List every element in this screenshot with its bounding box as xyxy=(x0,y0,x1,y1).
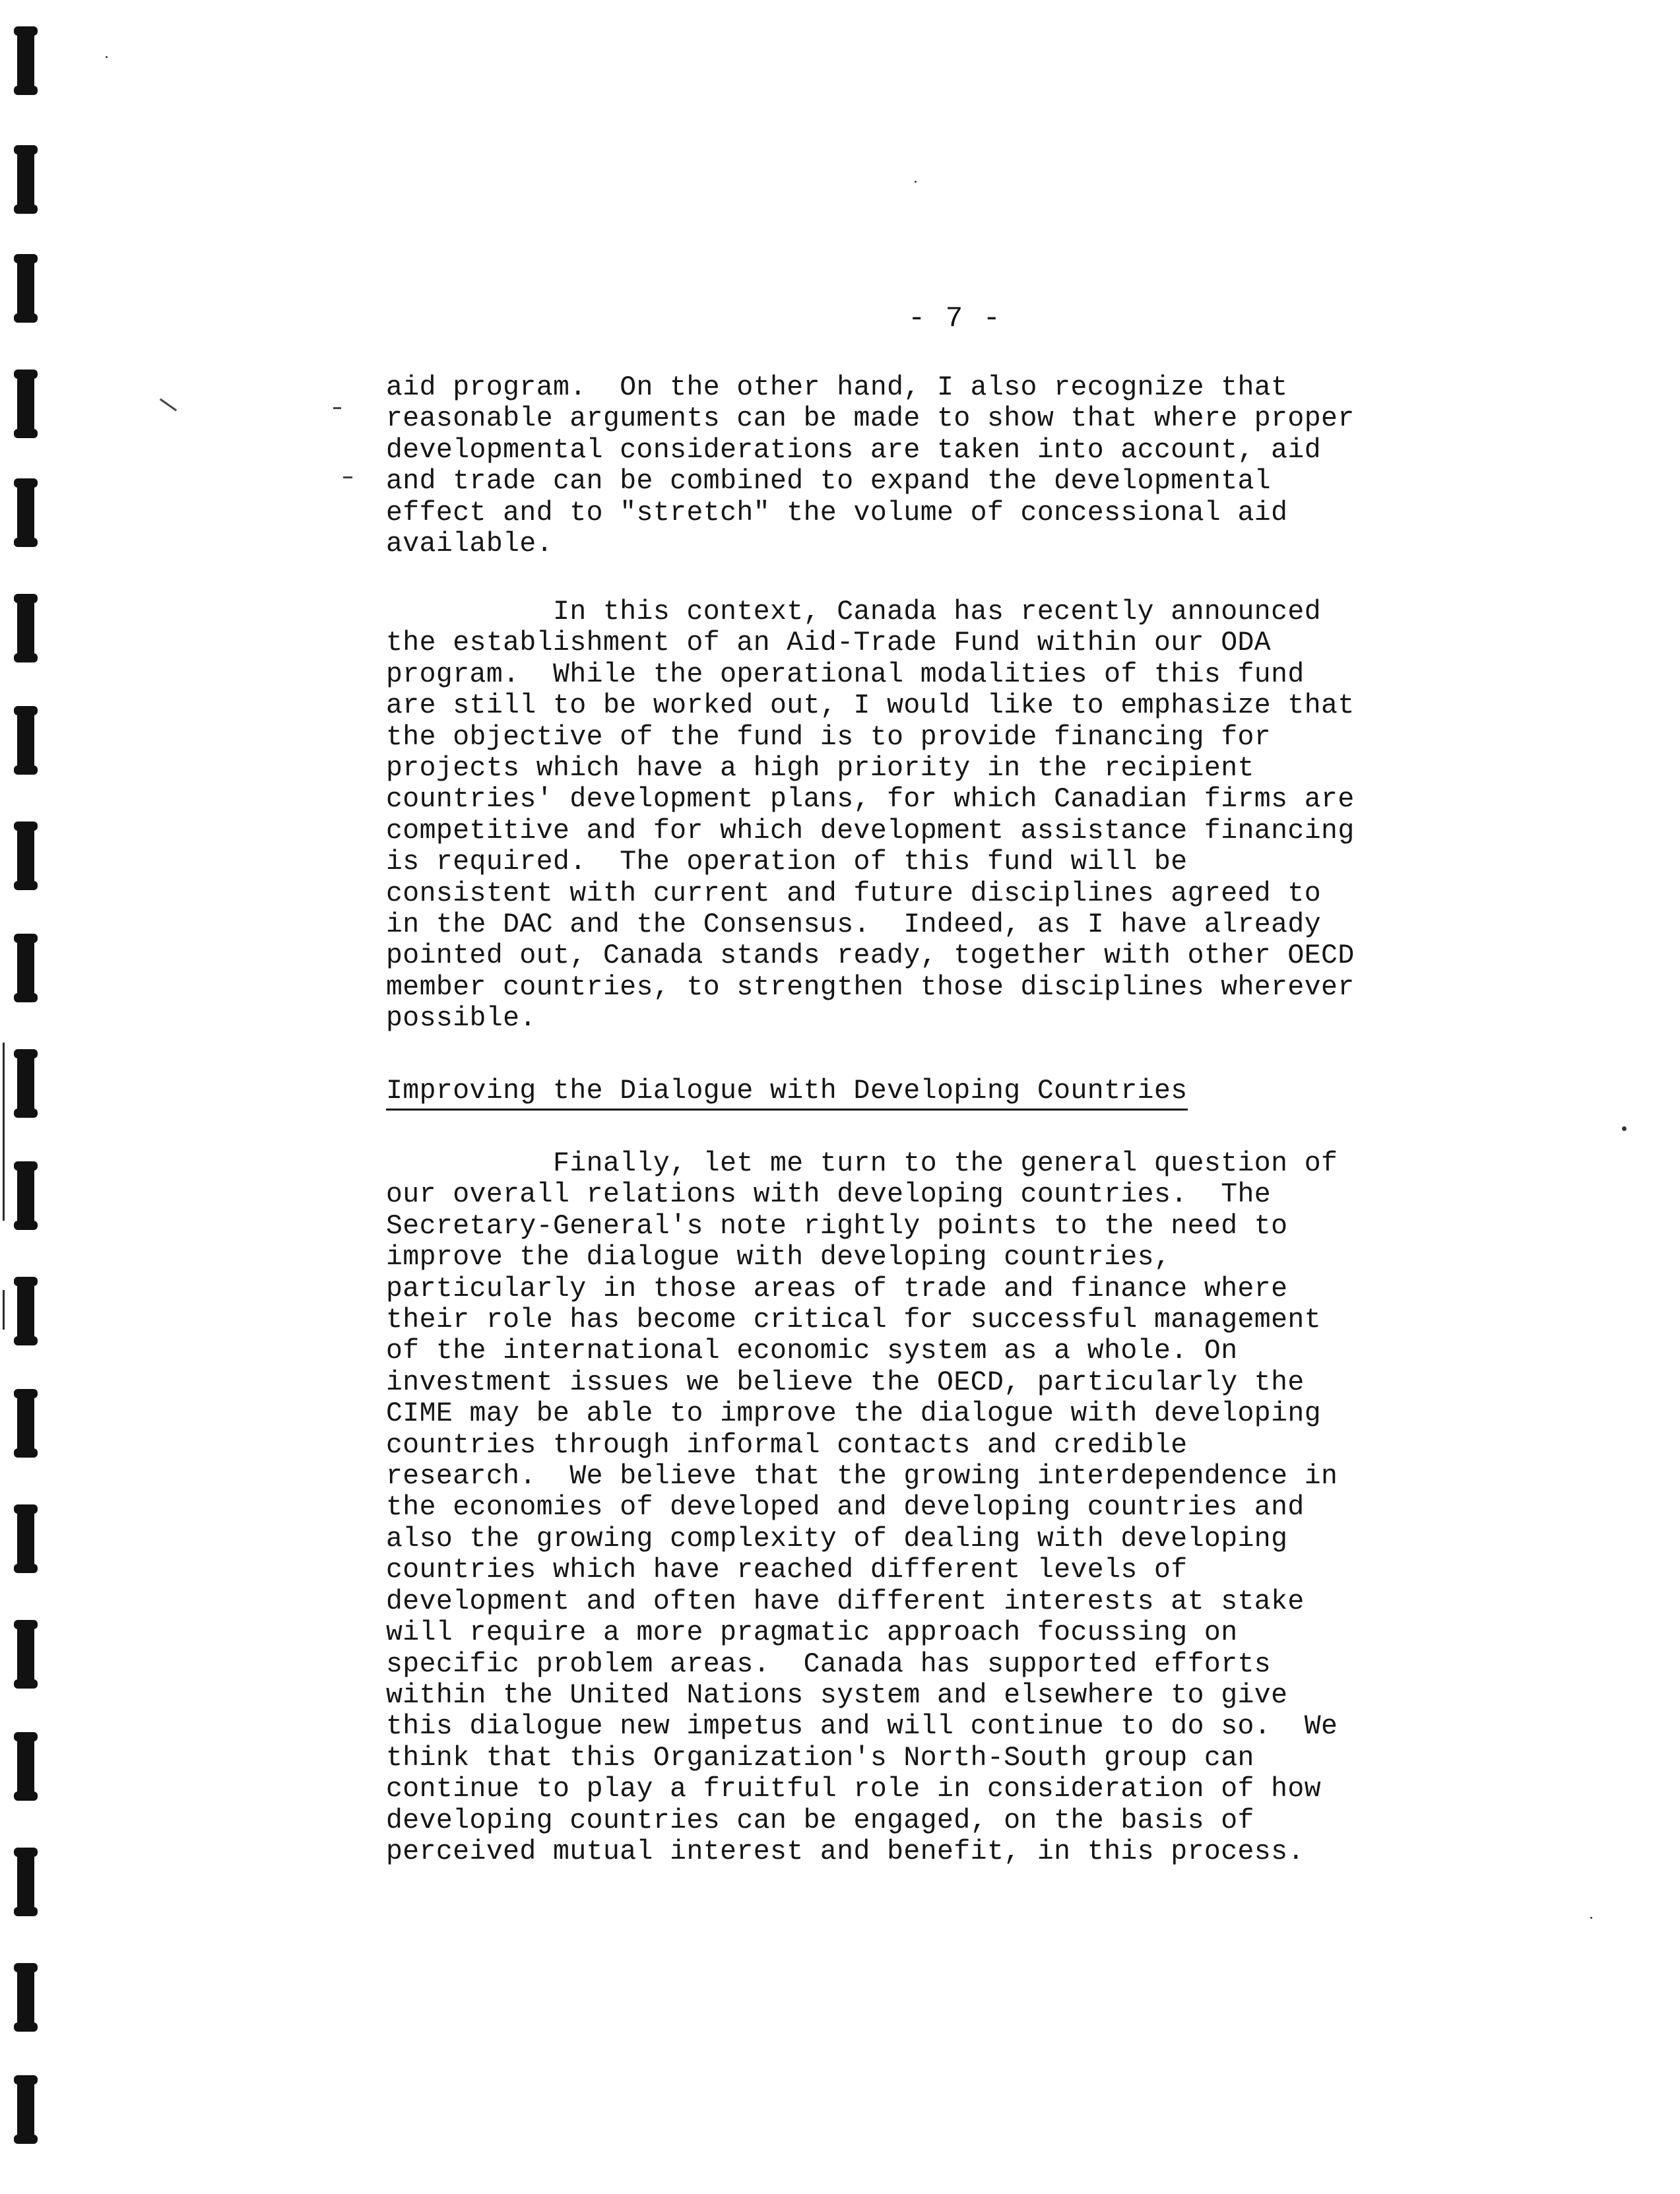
binding-hole xyxy=(17,1161,34,1230)
text-line: Finally, let me turn to the general question of xyxy=(386,1148,1338,1179)
binding-hole xyxy=(17,1277,34,1345)
binding-hole xyxy=(17,594,34,662)
text-line: in the DAC and the Consensus. Indeed, as I have already xyxy=(386,909,1322,941)
binding-hole xyxy=(17,2075,34,2144)
text-line: aid program. On the other hand, I also recognize that xyxy=(386,372,1288,403)
text-line: also the growing complexity of dealing with developing xyxy=(386,1523,1288,1555)
text-line: effect and to "stretch" the volume of concessional aid xyxy=(386,497,1288,529)
text-line: reasonable arguments can be made to show that where proper xyxy=(386,403,1355,435)
scan-speck xyxy=(1590,1917,1592,1919)
text-line: countries' development plans, for which Canadian firms are xyxy=(386,784,1355,816)
scan-speck xyxy=(106,56,108,58)
binding-hole xyxy=(17,1504,34,1573)
binding-hole xyxy=(17,26,34,95)
scan-mark xyxy=(160,399,177,412)
scan-mark xyxy=(333,407,341,409)
scan-speck xyxy=(915,181,917,183)
binding-hole xyxy=(17,478,34,547)
binding-hole xyxy=(17,145,34,214)
text-line: think that this Organization's North-South group can xyxy=(386,1742,1254,1774)
text-line: and trade can be combined to expand the developmental xyxy=(386,466,1272,498)
text-line: consistent with current and future disciplines agreed to xyxy=(386,878,1322,909)
text-line: developmental considerations are taken into account, aid xyxy=(386,434,1322,466)
text-line: of the international economic system as a whole. On xyxy=(386,1336,1238,1367)
text-line: the objective of the fund is to provide financing for xyxy=(386,721,1272,753)
text-line: available. xyxy=(386,529,554,560)
text-line: this dialogue new impetus and will continue to do so. We xyxy=(386,1711,1338,1743)
scan-speck xyxy=(1622,1126,1627,1131)
text-line: pointed out, Canada stands ready, together with other OECD xyxy=(386,940,1355,972)
binding-hole xyxy=(17,1049,34,1118)
binding-hole xyxy=(17,1963,34,2032)
binding-hole xyxy=(17,1389,34,1458)
binding-holes xyxy=(12,0,51,2194)
page-number: - 7 - xyxy=(908,302,1002,335)
binding-hole xyxy=(17,370,34,438)
binding-hole xyxy=(17,254,34,323)
scan-edge-line xyxy=(3,1290,5,1330)
paragraph-1 xyxy=(386,372,1508,560)
text-line: In this context, Canada has recently announced xyxy=(386,597,1322,628)
paragraph-2 xyxy=(386,597,1508,1035)
text-line: research. We believe that the growing interdependence in xyxy=(386,1461,1338,1493)
text-line: the economies of developed and developing countries and xyxy=(386,1492,1305,1524)
text-line: investment issues we believe the OECD, particularly the xyxy=(386,1367,1305,1398)
paragraph-3 xyxy=(386,1148,1508,1867)
binding-hole xyxy=(17,706,34,775)
text-line: perceived mutual interest and benefit, in this process. xyxy=(386,1836,1305,1867)
text-line: is required. The operation of this fund will be xyxy=(386,847,1188,878)
section-heading: Improving the Dialogue with Developing Countries xyxy=(386,1076,1188,1111)
scan-mark xyxy=(343,476,352,478)
text-line: program. While the operational modalities of this fund xyxy=(386,659,1305,690)
text-line: member countries, to strengthen those disciplines wherever xyxy=(386,971,1355,1003)
scan-edge-line xyxy=(3,1043,5,1221)
text-line: particularly in those areas of trade and finance where xyxy=(386,1273,1288,1305)
text-line: the establishment of an Aid-Trade Fund within our ODA xyxy=(386,628,1272,659)
text-line: are still to be worked out, I would like to emphasize that xyxy=(386,690,1355,722)
text-line: specific problem areas. Canada has supported efforts xyxy=(386,1648,1272,1680)
text-line: Secretary-General's note rightly points to the need to xyxy=(386,1210,1288,1242)
text-line: their role has become critical for successful management xyxy=(386,1305,1322,1336)
text-line: within the United Nations system and elsewhere to give xyxy=(386,1679,1288,1711)
text-line: countries which have reached different levels of xyxy=(386,1555,1188,1586)
binding-hole xyxy=(17,1620,34,1689)
binding-hole xyxy=(17,1732,34,1801)
text-line: our overall relations with developing countries. The xyxy=(386,1179,1272,1211)
binding-hole xyxy=(17,1848,34,1916)
text-line: development and often have different interests at stake xyxy=(386,1586,1305,1617)
binding-hole xyxy=(17,934,34,1002)
text-line: competitive and for which development assistance financing xyxy=(386,815,1355,847)
text-line: possible. xyxy=(386,1003,536,1035)
text-line: projects which have a high priority in the recipient xyxy=(386,753,1254,785)
text-line: improve the dialogue with developing countries, xyxy=(386,1242,1171,1274)
text-line: will require a more pragmatic approach focussing on xyxy=(386,1617,1238,1649)
binding-hole xyxy=(17,822,34,890)
text-line: CIME may be able to improve the dialogue with developing xyxy=(386,1398,1322,1430)
text-line: countries through informal contacts and credible xyxy=(386,1429,1188,1461)
text-line: developing countries can be engaged, on the basis of xyxy=(386,1805,1254,1836)
text-line: continue to play a fruitful role in consideration of how xyxy=(386,1774,1322,1805)
